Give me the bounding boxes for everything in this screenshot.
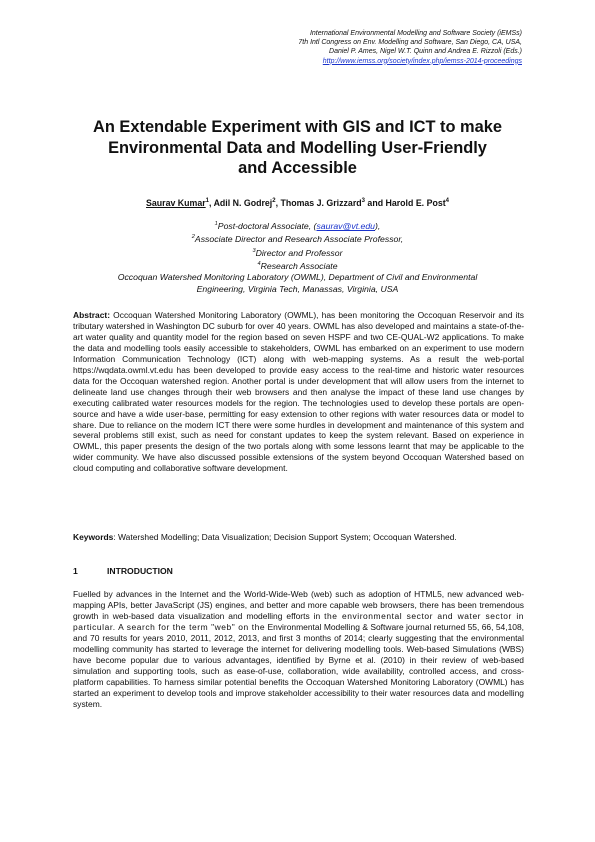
- author-list: Saurav Kumar$^1$, Adil N. Godrej$^2$, Thomas J. Grizzard$^3$ and Harold E. Post$^4$: [146, 198, 449, 208]
- header-line-1: International Environmental Modelling and Software Society (iEMSs): [309, 30, 522, 37]
- affiliation-1: [60, 219, 535, 232]
- author-conjunction: and: [367, 198, 384, 208]
- affiliation-4-text: Research Associate: [260, 260, 338, 271]
- introduction-paragraph: [73, 589, 524, 709]
- keywords: [73, 532, 524, 543]
- affiliation-2-text: Associate Director and Research Associate Professor,: [194, 234, 404, 245]
- affiliation-1-text: Post-doctoral Associate, (: [217, 220, 317, 231]
- title-line-2: Environmental Data and Modelling User-Friendly: [108, 138, 487, 157]
- abstract: [73, 310, 524, 474]
- header-line-2: 7th Intl Congress on Env. Modelling and Software, San Diego, CA, USA,: [298, 39, 522, 47]
- section-heading: [73, 566, 173, 576]
- affiliation-1-end: ),: [375, 220, 381, 231]
- affiliation-3-text: Director and Professor: [255, 247, 343, 258]
- author-2: Adil N. Godrej: [213, 198, 273, 208]
- proceedings-header: [192, 29, 522, 66]
- abstract-text: Occoquan Watershed Monitoring Laboratory (OWML), has been monitoring the Occoquan Reservoir and its tributary watershed in Washington DC suburb for over 40 years. OWML has also developed and maintains a state-of-the-art water quality and quantity model for the region based on seven HSPF and two CE-QUAL-W2 applications. To make the data and modelling tools easily accessible to stakeholders, OWML has embarked on an experiment to use modern Information Communication Technology (ICT) along with web-mapping systems. As a result the web-portal https://wqdata.owml.vt.edu has been developed to provide easy access to the real-time and historic water resources data for the Occoquan watershed region. Another portal is under development that will allow users from the internet to delineate land use changes through their web browsers and then analyse the impact of these land use changes by executing calibrated water resources models for the region. The technologies used to develop these portals are open-source and have a wide user-base, permitting for easy extension to other regions with water resources data or model to share. Due to reliance on the modern ICT there were some hurdles in development and maintenance of this system and several problems still exist, such as need for constant updates to keep the system relevant. Based on experience in OWML, this paper presents the design of the two portals along with some lessons learnt that may be applicable to the wider community. We have also discussed possible extensions of the system beyond Occoquan Watershed based on cloud computing and collaborative software development.: [73, 310, 525, 474]
- organization-line-2: Engineering, Virginia Tech, Manassas, Virginia, USA: [196, 283, 399, 294]
- paper-title: [60, 117, 535, 179]
- abstract-label: Abstract:: [73, 310, 111, 320]
- author-3-mark: 3: [361, 198, 365, 205]
- intro-text-2: the environmental sector and water sector in particular. A search for the term "web" on the: [73, 610, 524, 632]
- affiliation-4-mark: 4: [257, 260, 261, 267]
- section-number: 1: [73, 566, 78, 576]
- affiliation-1-mark: 1: [214, 221, 218, 227]
- affiliation-3-mark: 3: [252, 247, 256, 254]
- author-3: Thomas J. Grizzard: [280, 198, 362, 208]
- author-4-mark: 4: [445, 198, 449, 205]
- keywords-text: : Watershed Modelling; Data Visualization; Decision Support System; Occoquan Watershed.: [113, 532, 457, 542]
- title-line-3: and Accessible: [238, 159, 357, 178]
- email-link[interactable]: saurav@vt.edu: [316, 220, 376, 231]
- affiliations: [60, 219, 535, 295]
- affiliation-3: [60, 246, 535, 259]
- affiliation-2-mark: 2: [191, 234, 195, 241]
- header-line-3: Daniel P. Ames, Nigel W.T. Quinn and Andrea E. Rizzoli (Eds.): [329, 48, 522, 56]
- author-1-mark: 1: [205, 198, 210, 205]
- proceedings-link[interactable]: http://www.iemss.org/society/index.php/iemss-2014-proceedings: [322, 57, 522, 65]
- intro-text-3: Environmental Modelling & Software journal returned 55, 66, 54,108, and 70 results for years 2010, 2011, 2012, 2013, and first 3 months of 2014; clearly suggesting that the environmental modelling community has started to leverage the internet for delivering modelling tools. Web-based Simulations (WBS) have become popular due to various advantages, identified by Byrne et al. (2010) in their review of web-based simulation and supporting tools, such as ease-of-use, collaboration, wide availability, controlled access, and cross-platform capabilities. To harness similar potential benefits the Occoquan Watershed Monitoring Laboratory (OWML) has started an experiment to develop tools and improve stakeholder accessibility to their water resources data and modelling system.: [73, 621, 524, 709]
- author-4: Harold E. Post: [385, 198, 446, 208]
- author-2-mark: 2: [272, 198, 276, 205]
- affiliation-4: [60, 259, 535, 272]
- organization-line-1: Occoquan Watershed Monitoring Laboratory (OWML), Department of Civil and Environmental: [117, 272, 478, 283]
- intro-text-1: Fuelled by advances in the Internet and the World-Wide-Web (web) such as adoption of HTML5, new advanced web-mapping APIs, better JavaScript (JS) engines, and better and more capable web browsers, there has been tremendous growth in web-based data visualization and modelling efforts in: [73, 589, 524, 621]
- title-line-1: An Extendable Experiment with GIS and ICT to make: [93, 118, 502, 136]
- keywords-label: Keywords: [73, 532, 114, 542]
- section-title: INTRODUCTION: [107, 566, 173, 576]
- affiliation-2: [60, 232, 535, 245]
- author-1: Saurav Kumar: [146, 198, 206, 208]
